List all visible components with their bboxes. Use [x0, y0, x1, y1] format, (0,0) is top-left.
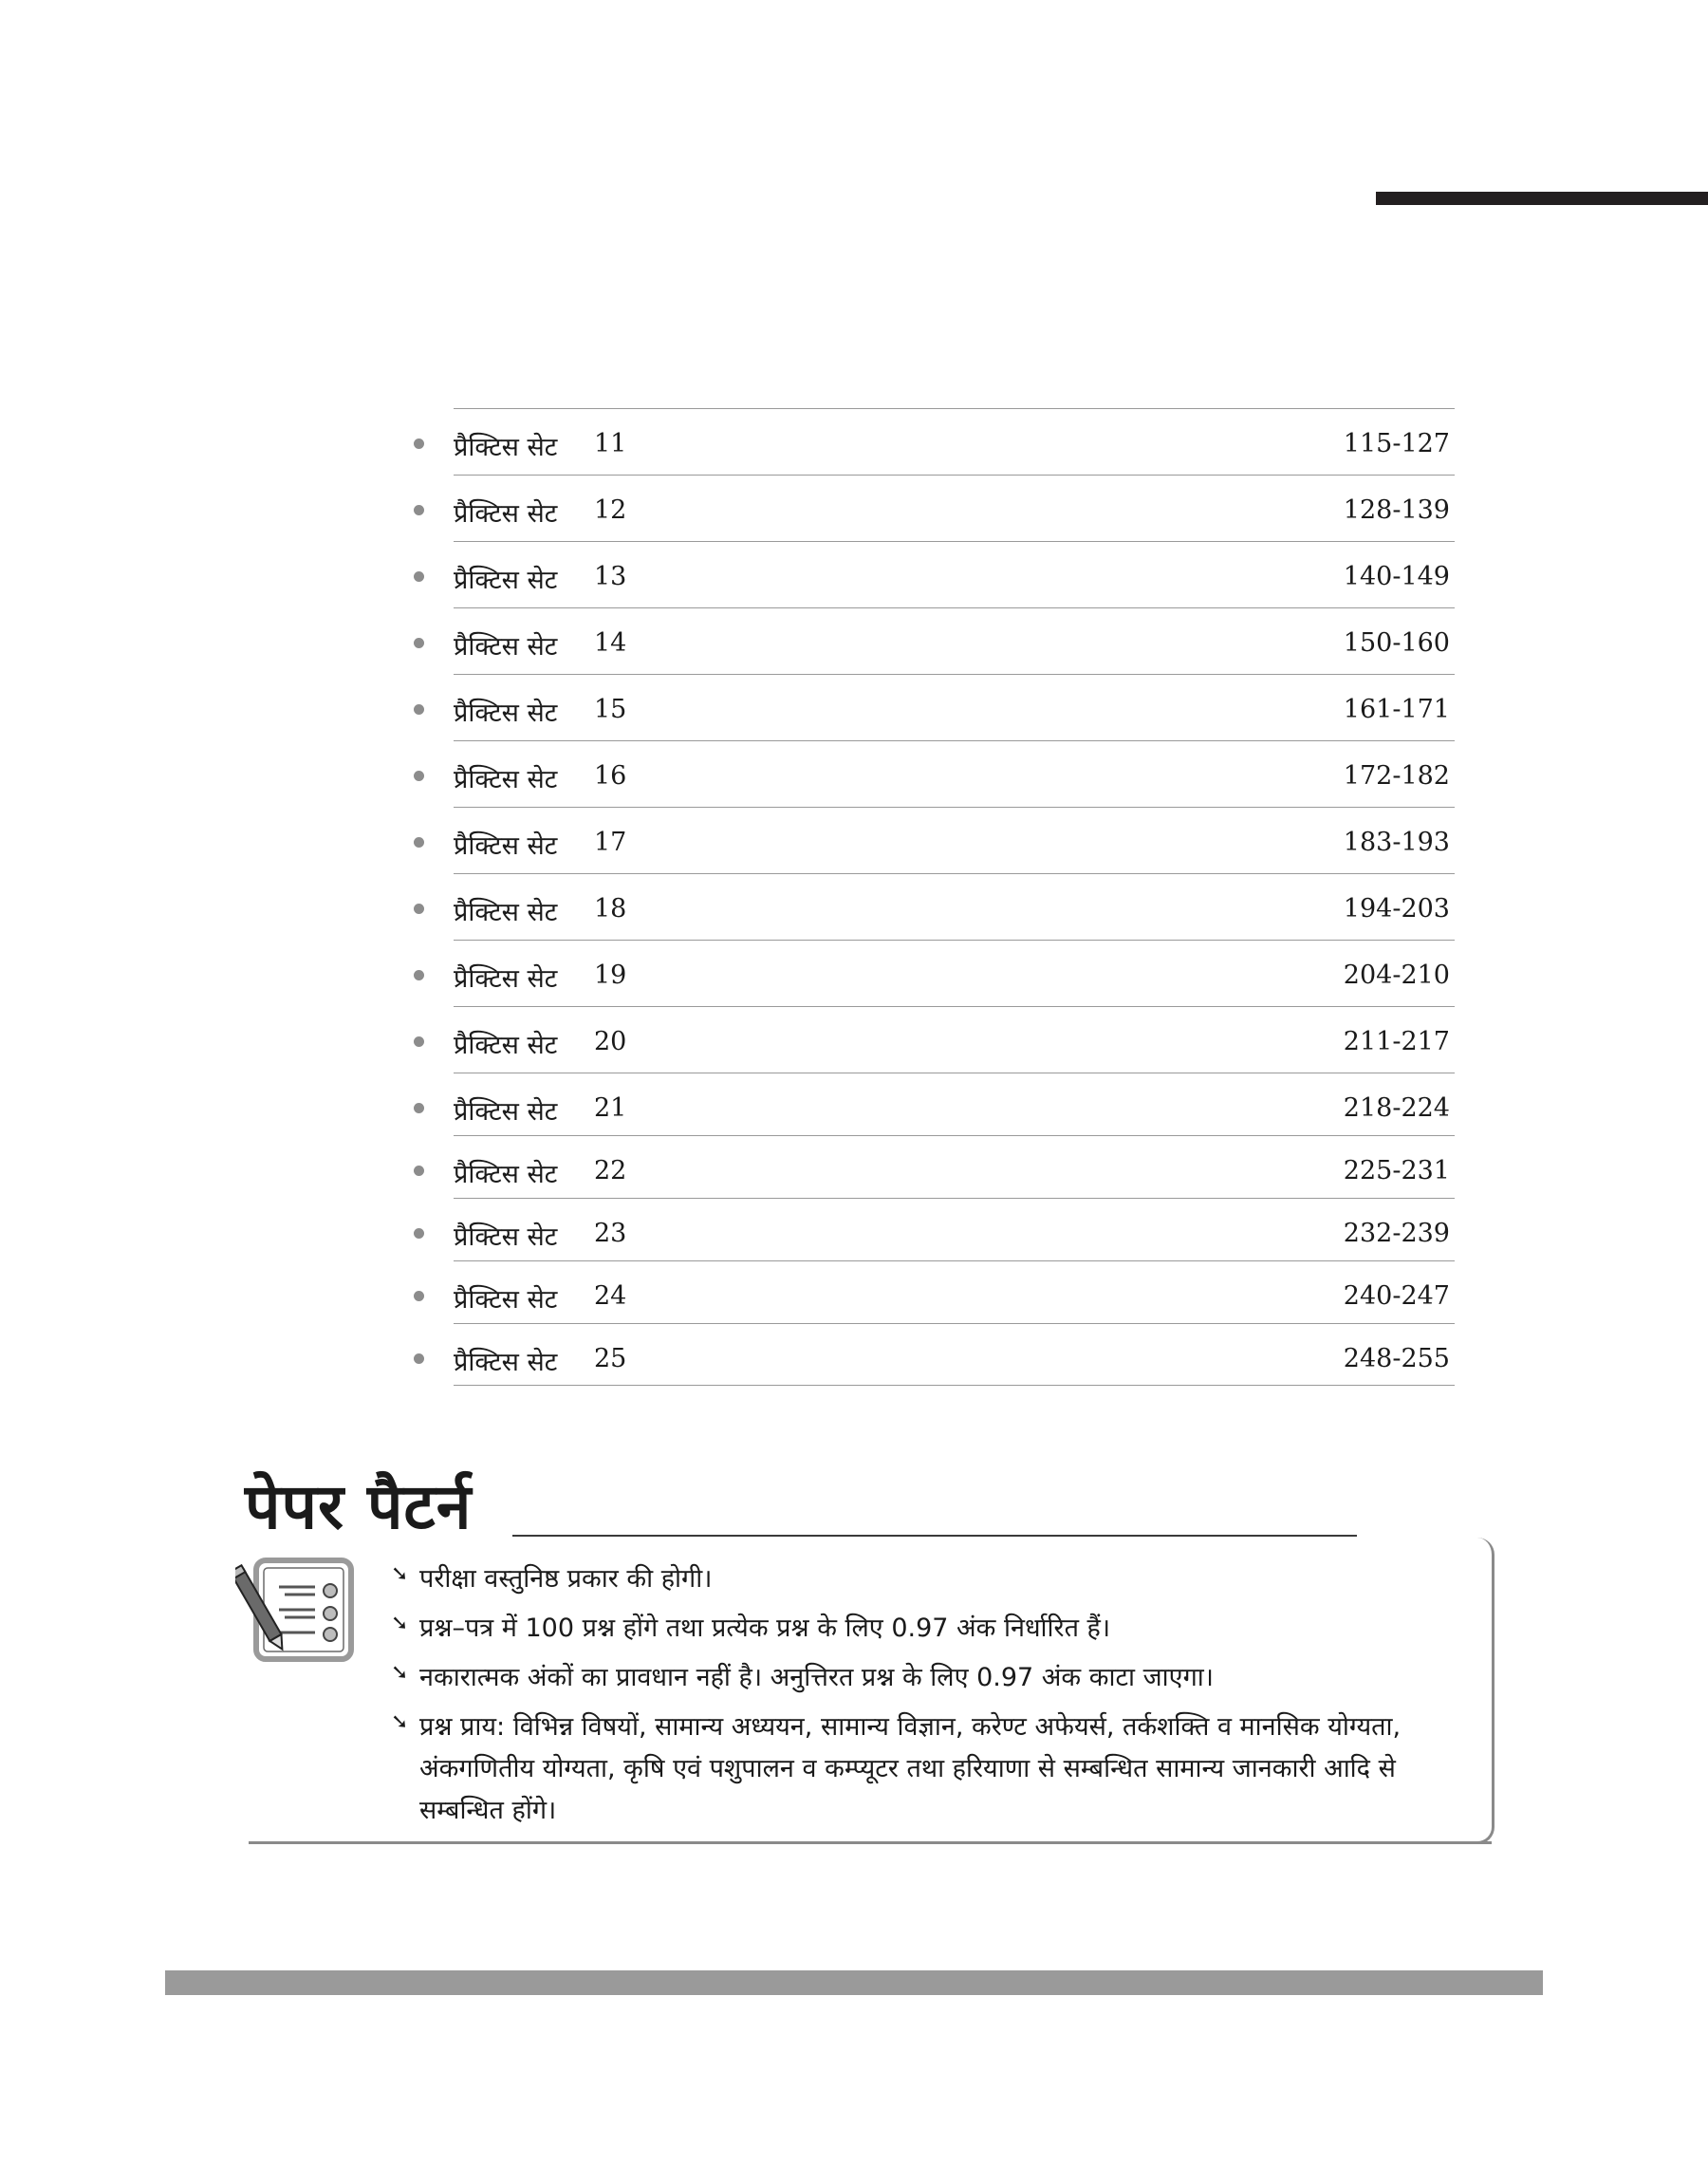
checklist-icon [235, 1555, 359, 1664]
toc-item-label: प्रैक्टिस सेट [454, 632, 558, 662]
bullet-icon [414, 1036, 424, 1047]
toc-row[interactable] [399, 1198, 1455, 1260]
toc-item-pages: 225-231 [1343, 1156, 1450, 1185]
toc-item-number: 25 [594, 1344, 627, 1373]
table-of-contents [399, 408, 1455, 1386]
toc-item-number: 13 [594, 562, 627, 591]
list-item [391, 1558, 1482, 1600]
divider [454, 740, 1455, 741]
toc-row[interactable] [399, 408, 1455, 475]
bullet-icon [414, 771, 424, 781]
toc-item-pages: 211-217 [1343, 1027, 1450, 1056]
toc-row[interactable] [399, 1135, 1455, 1198]
toc-row[interactable] [399, 940, 1455, 1006]
toc-item-label: प्रैक्टिस सेट [454, 964, 558, 994]
divider [454, 408, 1455, 409]
toc-item-number: 16 [594, 761, 627, 791]
toc-item-number: 24 [594, 1281, 627, 1311]
toc-item-number: 21 [594, 1093, 627, 1123]
toc-row[interactable] [399, 541, 1455, 607]
toc-item-number: 19 [594, 961, 627, 990]
toc-item-number: 11 [594, 429, 627, 458]
toc-item-pages: 183-193 [1343, 828, 1450, 857]
divider [454, 1323, 1455, 1324]
divider [454, 674, 1455, 675]
toc-row[interactable] [399, 740, 1455, 807]
bullet-icon [414, 571, 424, 582]
bullet-icon [414, 505, 424, 515]
toc-item-label: प्रैक्टिस सेट [454, 566, 558, 595]
bullet-icon [414, 1166, 424, 1176]
toc-item-number: 18 [594, 894, 627, 924]
point-text: प्रश्न–पत्र में 100 प्रश्न होंगे तथा प्रत्येक प्रश्न के लिए 0.97 अंक निर्धारित हैं। [419, 1614, 1111, 1643]
toc-item-label: प्रैक्टिस सेट [454, 499, 558, 529]
toc-item-label: प्रैक्टिस सेट [454, 699, 558, 728]
pattern-box-bottom-border [249, 1841, 1492, 1844]
toc-item-pages: 150-160 [1343, 628, 1450, 658]
toc-item-pages: 232-239 [1343, 1219, 1450, 1248]
point-text: नकारात्मक अंकों का प्रावधान नहीं है। अनुत्तिरत प्रश्न के लिए 0.97 अंक काटा जाएगा। [419, 1663, 1215, 1692]
toc-item-pages: 204-210 [1343, 961, 1450, 990]
divider [454, 541, 1455, 542]
arrow-bullet-icon: ➘ [391, 1661, 409, 1685]
divider [454, 1006, 1455, 1007]
divider [454, 807, 1455, 808]
toc-item-pages: 218-224 [1343, 1093, 1450, 1123]
title-underline [512, 1535, 1357, 1537]
toc-item-number: 12 [594, 495, 627, 525]
divider [454, 940, 1455, 941]
list-item [391, 1608, 1482, 1650]
toc-item-pages: 140-149 [1343, 562, 1450, 591]
arrow-bullet-icon: ➘ [391, 1562, 409, 1586]
toc-item-label: प्रैक्टिस सेट [454, 1160, 558, 1189]
toc-item-number: 23 [594, 1219, 627, 1248]
toc-item-pages: 248-255 [1343, 1344, 1450, 1373]
pattern-points [391, 1558, 1482, 1839]
bullet-icon [414, 970, 424, 980]
toc-item-pages: 115-127 [1343, 429, 1450, 458]
toc-item-number: 17 [594, 828, 627, 857]
toc-item-pages: 194-203 [1343, 894, 1450, 924]
toc-row[interactable] [399, 1006, 1455, 1073]
toc-row[interactable] [399, 1073, 1455, 1135]
toc-item-pages: 161-171 [1343, 695, 1450, 724]
toc-row[interactable] [399, 873, 1455, 940]
top-decorative-bar [1376, 192, 1708, 205]
list-item [391, 1707, 1482, 1832]
toc-item-number: 20 [594, 1027, 627, 1056]
arrow-bullet-icon: ➘ [391, 1710, 409, 1734]
toc-item-label: प्रैक्टिस सेट [454, 1285, 558, 1315]
divider [454, 607, 1455, 608]
toc-item-label: प्रैक्टिस सेट [454, 1097, 558, 1127]
toc-item-number: 22 [594, 1156, 627, 1185]
list-item [391, 1657, 1482, 1699]
toc-item-pages: 128-139 [1343, 495, 1450, 525]
toc-row[interactable] [399, 607, 1455, 674]
toc-item-label: प्रैक्टिस सेट [454, 433, 558, 462]
bottom-decorative-bar [165, 1970, 1543, 1995]
divider [454, 1198, 1455, 1199]
toc-item-number: 15 [594, 695, 627, 724]
toc-item-label: प्रैक्टिस सेट [454, 831, 558, 861]
divider [454, 1260, 1455, 1261]
toc-item-pages: 240-247 [1343, 1281, 1450, 1311]
toc-item-number: 14 [594, 628, 627, 658]
point-text: प्रश्न प्राय: विभिन्न विषयों, सामान्य अध्ययन, सामान्य विज्ञान, करेण्ट अफेयर्स, तर्कशक्ति व मानसिक योग्यता, अंकगणितीय योग्यता, कृषि एवं पशुपालन व कम्प्यूटर तथा हरियाणा से सम्बन्धित सामान्य जानकारी आदि से सम्बन्धित होंगे। [419, 1712, 1402, 1825]
divider [454, 475, 1455, 476]
bullet-icon [414, 1353, 424, 1364]
toc-item-label: प्रैक्टिस सेट [454, 1031, 558, 1060]
bullet-icon [414, 638, 424, 648]
bullet-icon [414, 438, 424, 449]
toc-item-pages: 172-182 [1343, 761, 1450, 791]
bullet-icon [414, 704, 424, 715]
divider [454, 1385, 1455, 1386]
bullet-icon [414, 1291, 424, 1301]
point-text: परीक्षा वस्तुनिष्ठ प्रकार की होगी। [419, 1564, 713, 1594]
section-title: पेपर पैटर्न [245, 1470, 473, 1543]
bullet-icon [414, 904, 424, 914]
toc-row[interactable] [399, 1323, 1455, 1386]
toc-row[interactable] [399, 674, 1455, 740]
toc-row[interactable] [399, 1260, 1455, 1323]
toc-item-label: प्रैक्टिस सेट [454, 1222, 558, 1252]
bullet-icon [414, 1103, 424, 1113]
toc-item-label: प्रैक्टिस सेट [454, 1348, 558, 1377]
bullet-icon [414, 837, 424, 848]
toc-item-label: प्रैक्टिस सेट [454, 765, 558, 794]
toc-row[interactable] [399, 807, 1455, 873]
arrow-bullet-icon: ➘ [391, 1612, 409, 1635]
bullet-icon [414, 1228, 424, 1239]
divider [454, 1135, 1455, 1136]
divider [454, 873, 1455, 874]
toc-item-label: प्रैक्टिस सेट [454, 898, 558, 927]
toc-row[interactable] [399, 475, 1455, 541]
